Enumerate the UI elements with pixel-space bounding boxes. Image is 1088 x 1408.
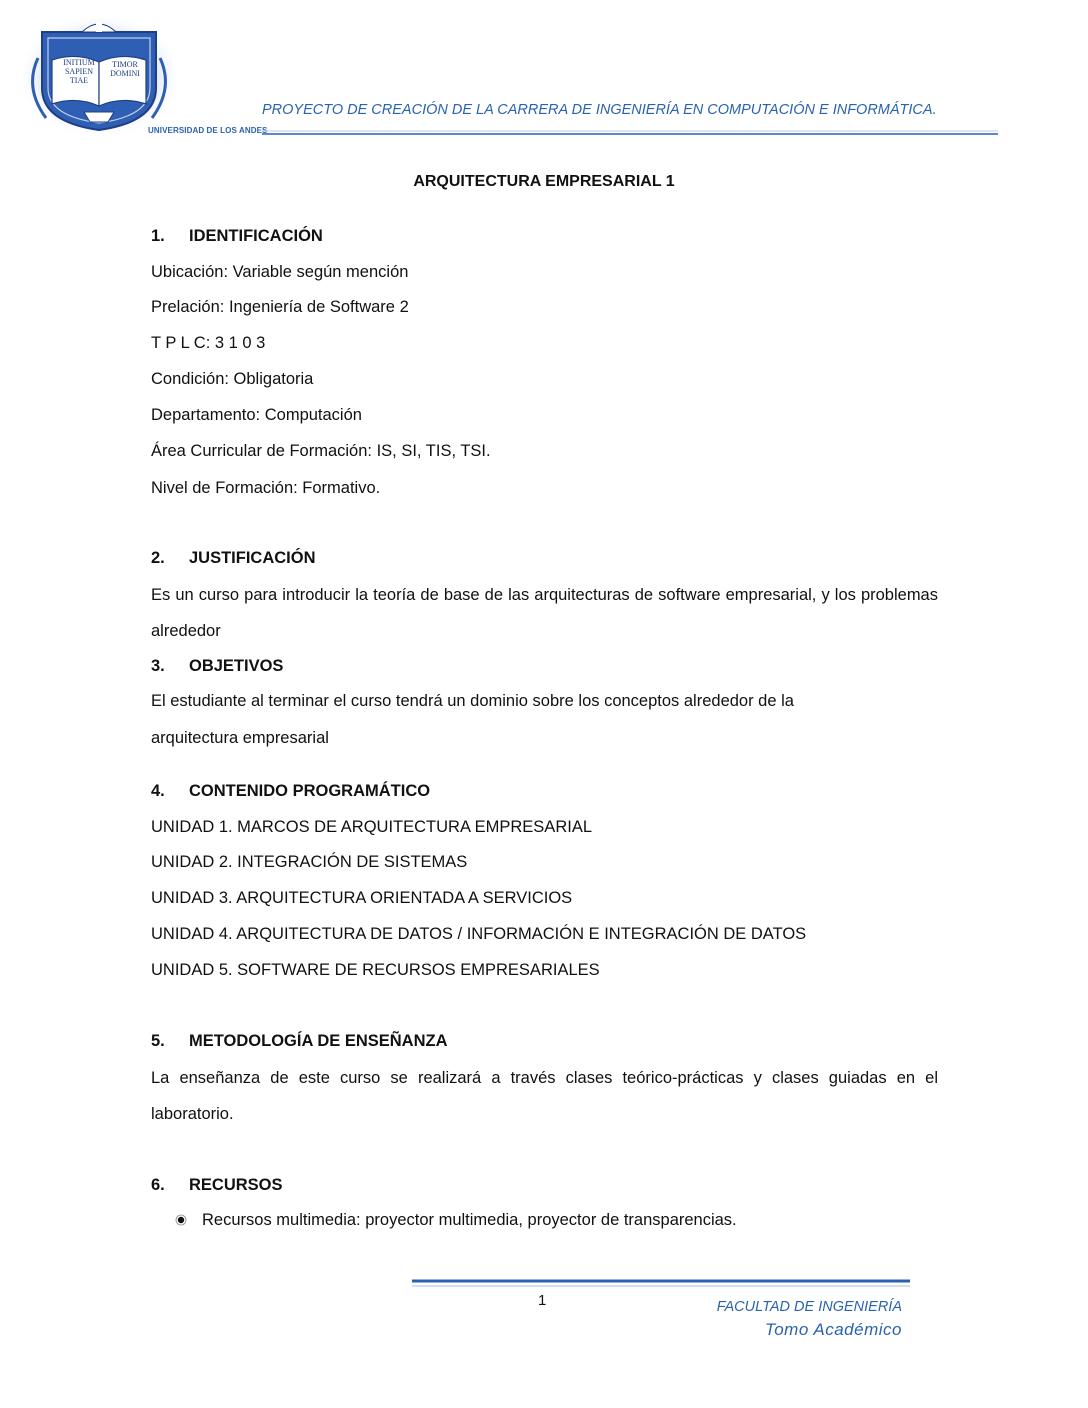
prelacion-line: Prelación: Ingeniería de Software 2 — [151, 298, 409, 316]
objetivos-line-2: arquitectura empresarial — [151, 729, 329, 747]
section-number: 3. — [151, 657, 165, 675]
section-heading-identificacion — [151, 227, 323, 246]
project-title: PROYECTO DE CREACIÓN DE LA CARRERA DE INGENIERÍA EN COMPUTACIÓN E INFORMÁTICA. — [262, 102, 937, 118]
footer-divider — [412, 1275, 910, 1285]
section-heading-recursos — [151, 1176, 283, 1195]
section-heading-contenido — [151, 782, 430, 801]
section-title: METODOLOGÍA DE ENSEÑANZA — [189, 1032, 448, 1050]
justificacion-paragraph: Es un curso para introducir la teoría de base de las arquitecturas de software empresarial, y los problemas alrededor — [151, 586, 938, 640]
area-curricular-line: Área Curricular de Formación: IS, SI, TIS, TSI. — [151, 442, 491, 460]
section-number: 5. — [151, 1032, 165, 1050]
section-number: 2. — [151, 549, 165, 567]
section-number: 1. — [151, 227, 165, 245]
unit-item: UNIDAD 2. INTEGRACIÓN DE SISTEMAS — [151, 853, 468, 871]
section-heading-justificacion — [151, 549, 316, 568]
ubicacion-line: Ubicación: Variable según mención — [151, 263, 409, 281]
document-title: ARQUITECTURA EMPRESARIAL 1 — [413, 173, 675, 190]
tplc-line: T P L C: 3 1 0 3 — [151, 334, 266, 352]
unit-item: UNIDAD 3. ARQUITECTURA ORIENTADA A SERVICIOS — [151, 889, 573, 907]
section-heading-metodologia — [151, 1032, 448, 1051]
section-number: 4. — [151, 782, 165, 800]
section-title: OBJETIVOS — [189, 657, 284, 675]
condicion-line: Condición: Obligatoria — [151, 370, 314, 388]
unit-item: UNIDAD 5. SOFTWARE DE RECURSOS EMPRESARIALES — [151, 961, 600, 979]
logo-book-text-right: TIMOR DOMINI — [110, 60, 140, 78]
page-number: 1 — [538, 1292, 547, 1309]
section-number: 6. — [151, 1176, 165, 1194]
nivel-formacion-line: Nivel de Formación: Formativo. — [151, 479, 381, 497]
metodologia-paragraph: La enseñanza de este curso se realizará a través clases teórico-prácticas y clases guiadas en el laboratorio. — [151, 1069, 938, 1123]
logo-book-text: INITIUM SAPIEN TIAE — [63, 58, 95, 85]
footer-faculty: FACULTAD DE INGENIERÍA — [716, 1299, 902, 1315]
section-title: JUSTIFICACIÓN — [189, 549, 316, 567]
footer-tomo: Tomo Académico — [764, 1320, 902, 1339]
unit-item: UNIDAD 1. MARCOS DE ARQUITECTURA EMPRESARIAL — [151, 818, 592, 836]
section-heading-objetivos — [151, 657, 283, 676]
section-title: IDENTIFICACIÓN — [189, 227, 323, 245]
section-title: RECURSOS — [189, 1176, 283, 1194]
departamento-line: Departamento: Computación — [151, 406, 362, 424]
recursos-list-item: Recursos multimedia: proyector multimedia, proyector de transparencias. — [202, 1211, 737, 1229]
header-divider — [262, 124, 998, 132]
objetivos-line-1: El estudiante al terminar el curso tendrá un dominio sobre los conceptos alrededor de la — [151, 692, 794, 710]
university-name: UNIVERSIDAD DE LOS ANDES — [148, 126, 268, 135]
bullet-icon — [175, 1213, 187, 1225]
unit-item: UNIDAD 4. ARQUITECTURA DE DATOS / INFORMACIÓN E INTEGRACIÓN DE DATOS — [151, 925, 807, 943]
section-title: CONTENIDO PROGRAMÁTICO — [189, 782, 431, 800]
